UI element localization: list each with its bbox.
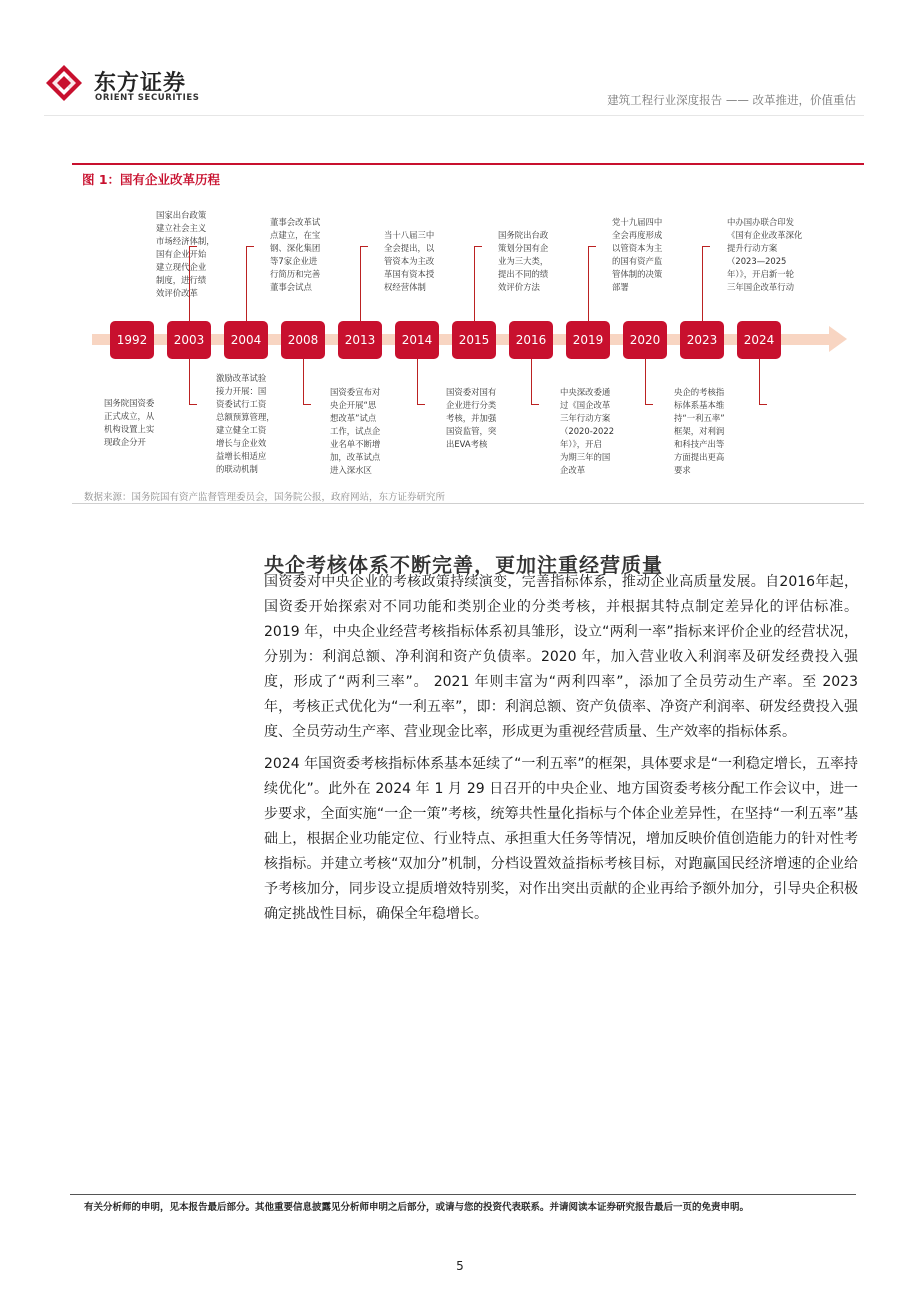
event-2008: 董事会改革试 点建立，在宝 钢、深化集团 等7家企业进 行简历和完善 董事会试点 (270, 217, 321, 292)
header-divider (44, 115, 864, 116)
logo-chinese-name: 东方证券 (94, 71, 187, 96)
figure-title: 图 1：国有企业改革历程 (82, 172, 221, 187)
year-box-2023: 2023 (680, 321, 724, 359)
figure-bottom-rule (72, 503, 864, 504)
event-2003: 国家出台政策 建立社会主义 市场经济体制， 国有企业开始 建立现代企业 制度，进行绩 效评价改革 (156, 210, 215, 298)
figure-top-rule (72, 163, 864, 165)
year-box-2008: 2008 (281, 321, 325, 359)
year-box-2020: 2020 (623, 321, 667, 359)
event-2015: 国资委对国有 企业进行分类 考核，并加强 国资监管，突 出EVA考核 (446, 387, 497, 449)
connector-2024 (702, 246, 703, 321)
connector-2004 (303, 359, 304, 405)
year-box-2024: 2024 (737, 321, 781, 359)
year-box-2019: 2019 (566, 321, 610, 359)
year-box-2004: 2004 (224, 321, 268, 359)
event-2014: 当十八届三中 全会提出，以 管资本为主改 革国有资本授 权经营体制 (384, 230, 435, 292)
connector-2015 (531, 359, 532, 405)
footer-disclaimer: 有关分析师的申明，见本报告最后部分。其他重要信息披露见分析师申明之后部分，或请与您的投资代表联系。并请阅读本证券研究报告最后一页的免责申明。 (84, 1202, 750, 1213)
orient-securities-logo-icon (44, 63, 84, 103)
logo-english-name: ORIENT SECURITIES (95, 93, 200, 103)
timeline-arrow-head (829, 326, 847, 352)
connector-2020 (588, 246, 589, 321)
body-paragraph-1: 国资委对中央企业的考核政策持续演变，完善指标体系，推动企业高质量发展。自2016年起，国资委开始探索对不同功能和类别企业的分类考核，并根据其特点制定差异化的评估标准。2019 年，中央企业经营考核指标体系初具雏形，设立“两利一率”指标来评价企业的经营状况，分别为：利润总额、净利润和资产负债率。2020 年，加入营业收入利润率及研发经费投入强度，形成了“两利三率”。 2021 年则丰富为“两利四率”，添加了全员劳动生产率。至 2023 年，考核正式优化为“一利五率”，即：利润总额、资产负债率、净资产利润率、研发经费投入强度、全员劳动生产率、营业现金比率，形成更为重视经营质量、生产效率的指标体系。 (264, 574, 858, 740)
connector-2016 (474, 246, 475, 321)
connector-2023 (759, 359, 760, 405)
figure-source: 数据来源：国务院国有资产监督管理委员会，国务院公报，政府网站，东方证券研究所 (84, 492, 446, 503)
year-box-2015: 2015 (452, 321, 496, 359)
event-2013: 国资委宣布对 央企开展“思 想改革”试点 工作，试点企 业名单不断增 加，改革试点 进入深水区 (330, 387, 381, 475)
event-2023: 央企的考核指 标体系基本维 持“一利五率” 框架，对利润 和科技产出等 方面提出更高 要求 (674, 387, 725, 475)
report-title: 建筑工程行业深度报告 —— 改革推进，价值重估 (607, 93, 856, 107)
connector-2008 (246, 246, 247, 321)
event-2004: 激励改革试验 接力开展：国 资委试行工资 总额预算管理， 建立健全工资 增长与企业效 益增长相适应 的联动机制 (216, 373, 275, 474)
body-paragraph-2: 2024 年国资委考核指标体系基本延续了“一利五率”的框架，具体要求是“一利稳定增长，五率持续优化”。此外在 2024 年 1 月 29 日召开的中央企业、地方国资委考核分配工作会议中，进一步要求，全面实施“一企一策”考核，统筹共性量化指标与个体企业差异性，在坚持“一利五率”基础上，根据企业功能定位、行业特点、承担重大任务等情况，增加反映价值创造能力的针对性考核指标。并建立考核“双加分”机制，分档设置效益指标考核目标，对跑赢国民经济增速的企业给予考核加分，同步设立提质增效特别奖，对作出突出贡献的企业再给予额外加分，引导央企积极确定挑战性目标，确保全年稳增长。 (264, 756, 858, 922)
connector-2019 (645, 359, 646, 405)
connector-1992 (189, 359, 190, 405)
connector-2013 (417, 359, 418, 405)
page-number: 5 (456, 1259, 464, 1273)
year-box-2013: 2013 (338, 321, 382, 359)
event-2020: 党十九届四中 全会再度形成 以管资本为主 的国有资产监 管体制的决策 部署 (612, 217, 663, 292)
event-2019: 中央深改委通 过《国企改革 三年行动方案 （2020-2022 年）》，开启 为期三年的国 企改革 (560, 387, 615, 475)
connector-2014 (360, 246, 361, 321)
event-2016: 国务院出台政 策划分国有企 业为三大类， 提出不同的绩 效评价方法 (498, 230, 549, 292)
year-box-1992: 1992 (110, 321, 154, 359)
year-box-2003: 2003 (167, 321, 211, 359)
event-1992: 国务院国资委 正式成立，从 机构设置上实 现政企分开 (104, 398, 155, 447)
event-2024: 中办国办联合印发 《国有企业改革深化 提升行动方案 （2023—2025 年）》，开启新一轮 三年国企改革行动 (727, 217, 803, 292)
footer-divider (70, 1194, 856, 1195)
year-box-2014: 2014 (395, 321, 439, 359)
year-box-2016: 2016 (509, 321, 553, 359)
section-heading: 央企考核体系不断完善，更加注重经营质量 (264, 553, 663, 577)
